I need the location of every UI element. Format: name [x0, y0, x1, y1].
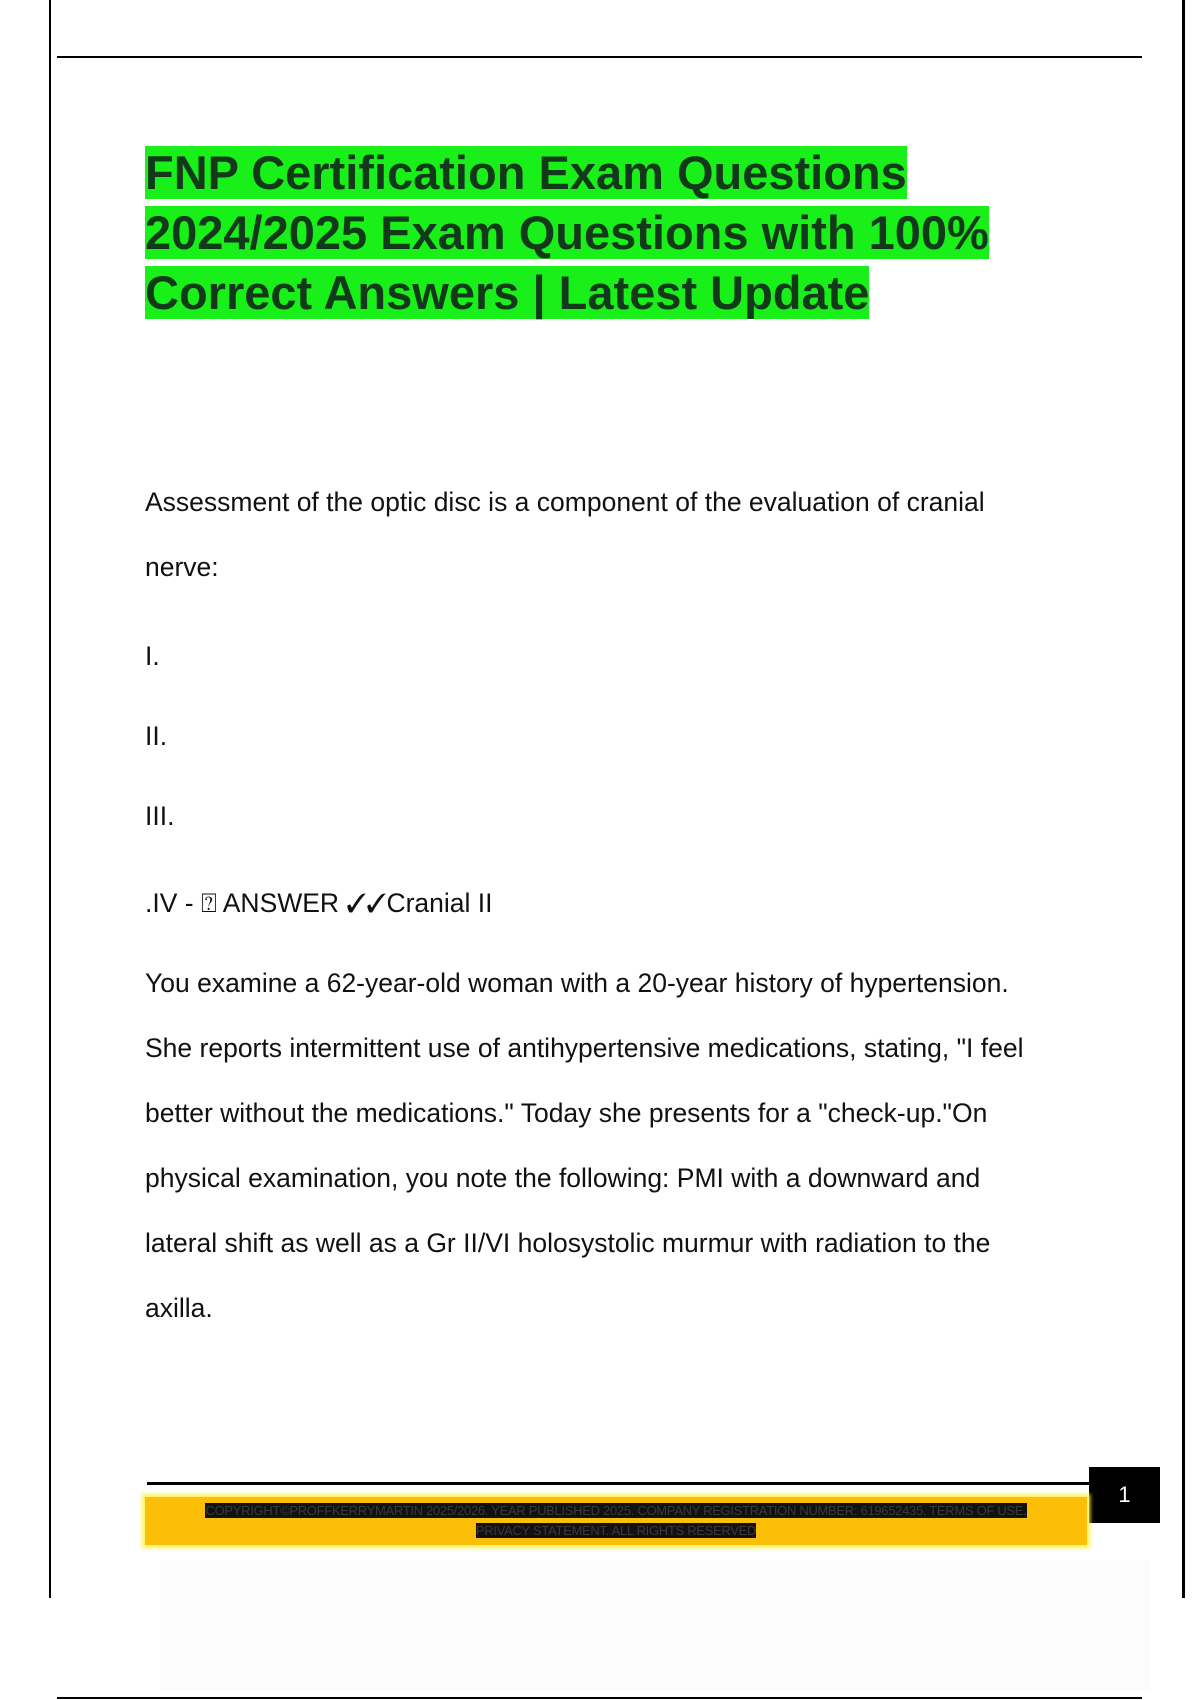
header-rule	[57, 56, 1142, 58]
question-text: Assessment of the optic disc is a component of the evaluation of cranial	[145, 487, 985, 517]
footer-rule	[147, 1482, 1089, 1485]
page-right-border	[1182, 0, 1185, 1598]
question-text: physical examination, you note the following: PMI with a downward and	[145, 1163, 981, 1193]
copyright-text: COPYRIGHT©PROFFKERRYMARTIN 2025/2026. YEAR PUBLISHED 2025. COMPANY REGISTRATION NUMBER: 619652435. TERMS OF USE.	[205, 1503, 1027, 1518]
title-line: 2024/2025 Exam Questions with 100%	[145, 206, 989, 259]
page-number: 1	[1089, 1467, 1160, 1523]
copyright-text: PRIVACY STATEMENT. ALL RIGHTS RESERVED	[475, 1523, 757, 1538]
title-line: Correct Answers | Latest Update	[145, 266, 870, 319]
page-left-border	[49, 0, 51, 1598]
bottom-rule	[57, 1697, 1142, 1699]
option: II.	[145, 721, 168, 751]
document-title	[145, 143, 1045, 323]
title-line: FNP Certification Exam Questions	[145, 146, 907, 199]
option: III.	[145, 801, 175, 831]
answer: .IV - ⍰ ANSWER ✓✓Cranial II	[145, 888, 493, 918]
question-text: lateral shift as well as a Gr II/VI holosystolic murmur with radiation to the	[145, 1228, 991, 1258]
question-text: You examine a 62-year-old woman with a 20-year history of hypertension.	[145, 968, 1009, 998]
copyright-banner	[145, 1497, 1087, 1545]
page-bottom-area	[160, 1560, 1150, 1690]
question-text: She reports intermittent use of antihypertensive medications, stating, "I feel	[145, 1033, 1024, 1063]
question-text: axilla.	[145, 1293, 213, 1323]
document-body	[145, 470, 1095, 1341]
question-text: nerve:	[145, 552, 219, 582]
question-text: better without the medications." Today she presents for a "check-up."On	[145, 1098, 988, 1128]
option: I.	[145, 641, 160, 671]
